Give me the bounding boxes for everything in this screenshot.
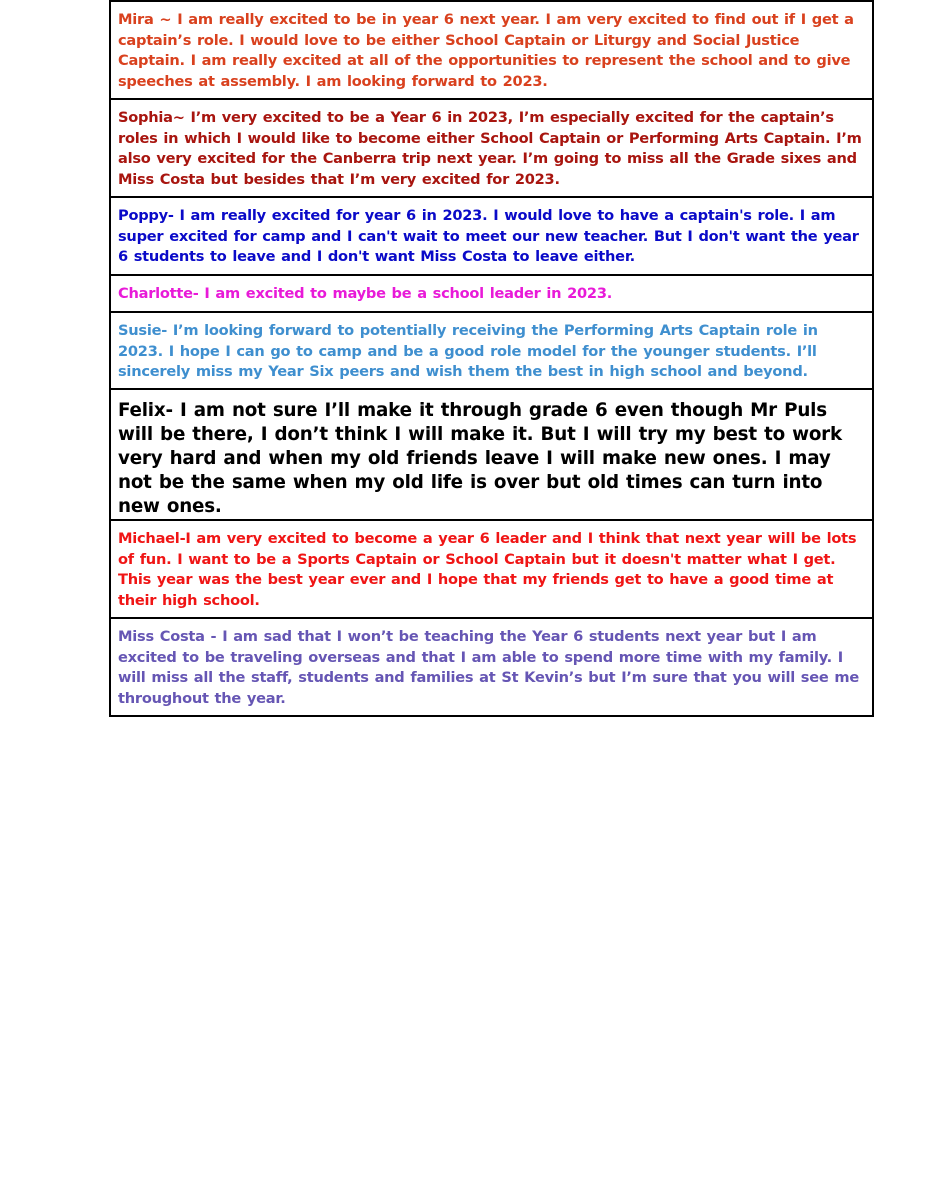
entry-text-susie: Susie- I’m looking forward to potentially receiving the Performing Arts Captain role in 2023. I hope I can go to camp and be a good role model for the younger students. I’ll sincerely miss my Year Six peers and wish them the best in high school and beyond. bbox=[118, 322, 818, 381]
entry-cell-susie bbox=[110, 312, 873, 389]
entry-text-felix: Felix- I am not sure I’ll make it through grade 6 even though Mr Puls will be there, I don’t think I will make it. But I will try my best to work very hard and when my old friends leave I will make new ones. I may not be the same when my old life is over but old times can turn into new ones. bbox=[118, 400, 842, 517]
entry-cell-michael bbox=[110, 520, 873, 618]
entry-text-poppy: Poppy- I am really excited for year 6 in 2023. I would love to have a captain's role. I am super excited for camp and I can't wait to meet our new teacher. But I don't want the year 6 students to leave and I don't want Miss Costa to leave either. bbox=[118, 207, 859, 266]
entry-cell-poppy bbox=[110, 197, 873, 275]
table-row bbox=[110, 312, 873, 389]
entry-text-miss-costa: Miss Costa - I am sad that I won’t be teaching the Year 6 students next year but I am excited to be traveling overseas and that I am able to spend more time with my family. I will miss all the staff, students and families at St Kevin’s but I’m sure that you will see me throughout the year. bbox=[118, 628, 859, 707]
entry-cell-miss-costa bbox=[110, 618, 873, 716]
table-row bbox=[110, 275, 873, 312]
entry-text-michael: Michael-I am very excited to become a year 6 leader and I think that next year will be lots of fun. I want to be a Sports Captain or School Captain but it doesn't matter what I get. This year was the best year ever and I hope that my friends get to have a good time at their high school. bbox=[118, 530, 857, 609]
student-reflections-table bbox=[109, 0, 874, 717]
table-row bbox=[110, 520, 873, 618]
entry-cell-felix bbox=[110, 389, 873, 520]
table-row bbox=[110, 99, 873, 197]
entry-text-charlotte: Charlotte- I am excited to maybe be a school leader in 2023. bbox=[118, 285, 613, 302]
entry-cell-sophia bbox=[110, 99, 873, 197]
table-row bbox=[110, 389, 873, 520]
table-row bbox=[110, 197, 873, 275]
table-row bbox=[110, 618, 873, 716]
entry-text-sophia: Sophia~ I’m very excited to be a Year 6 in 2023, I’m especially excited for the captain’s roles in which I would like to become either School Captain or Performing Arts Captain. I’m also very excited for the Canberra trip next year. I’m going to miss all the Grade sixes and Miss Costa but besides that I’m very excited for 2023. bbox=[118, 109, 862, 188]
entry-text-mira: Mira ~ I am really excited to be in year 6 next year. I am very excited to find out if I get a captain’s role. I would love to be either School Captain or Liturgy and Social Justice Captain. I am really excited at all of the opportunities to represent the school and to give speeches at assembly. I am looking forward to 2023. bbox=[118, 11, 854, 90]
entry-cell-mira bbox=[110, 1, 873, 99]
table-row bbox=[110, 1, 873, 99]
entry-cell-charlotte bbox=[110, 275, 873, 312]
